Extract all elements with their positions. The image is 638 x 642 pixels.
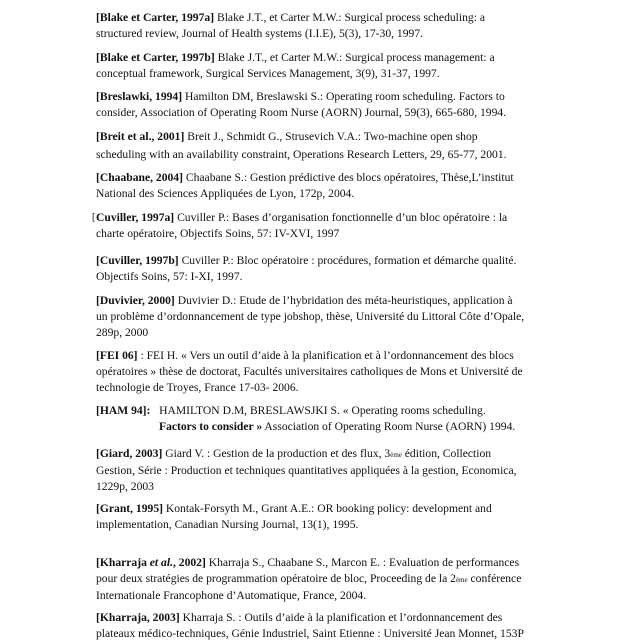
reference-kharraja-2003 <box>96 610 536 642</box>
reference-text: Factors to consider » <box>159 420 263 433</box>
reference-key: [Breit et al., 2001] <box>96 130 185 143</box>
reference-text: Kontak-Forsyth M., Grant A.E.: OR booking policy: development and <box>165 502 492 515</box>
reference-text: Gestion, Série : Production et techniques quantitatives appliquées à la gestion, Economica, <box>96 464 517 477</box>
reference-key-italic: et al. <box>149 556 173 569</box>
reference-cuviller-1997a <box>92 210 536 242</box>
reference-text: National des Sciences Appliquées de Lyon, 172p, 2004. <box>96 187 355 200</box>
reference-blake-carter-1997b <box>96 50 536 82</box>
reference-text: scheduling with an availability constraint, Operations Research Letters, 29, 65-77, 2001. <box>96 148 507 161</box>
reference-text: consider, Association of Operating Room Nurse (AORN) Journal, 59(3), 665-680, 1994. <box>96 106 507 119</box>
reference-text: technologie de Troyes, France 17-03- 2006. <box>96 381 299 394</box>
reference-grant-1995 <box>96 501 536 533</box>
reference-text: HAMILTON D.M, BRESLAWSJKI S. « Operating rooms scheduling. <box>159 404 486 417</box>
reference-fei-06 <box>96 348 536 396</box>
reference-text: conceptual framework, Surgical Services Management, 3(9), 31-37, 1997. <box>96 67 440 80</box>
reference-key: [Duvivier, 2000] <box>96 294 175 307</box>
reference-text: pour deux stratégies de programmation opératoire de bloc, Proceeding de la 2 <box>96 572 456 585</box>
reference-text: charte opératoire, Objectifs Soins, 57: IV-XVI, 1997 <box>96 227 340 240</box>
reference-key: [Giard, 2003] <box>96 447 163 460</box>
reference-text: un problème d’ordonnancement de type jobshop, thèse, Université du Littoral Côte d’Opale, <box>96 310 525 323</box>
reference-key: [HAM 94]: <box>96 404 151 417</box>
reference-text: Giard V. : Gestion de la production et des flux, 3 <box>165 447 391 460</box>
reference-key: [Kharraja, 2003] <box>96 611 180 624</box>
reference-breit-2001 <box>96 129 536 163</box>
reference-text: Objectifs Soins, 57: I-XI, 1997. <box>96 270 243 283</box>
reference-text: Chaabane S.: Gestion prédictive des blocs opératoires, Thèse,L’institut <box>185 171 514 184</box>
reference-text: opératoires » thèse de doctorat, Facultés universitaires catholiques de Mons et Université de <box>96 365 523 378</box>
reference-text: : FEI H. « Vers un outil d’aide à la planification et à l’ordonnancement des blocs <box>140 349 514 362</box>
reference-text: Hamilton DM, Breslawski S.: Operating room scheduling. Factors to <box>185 90 505 103</box>
reference-text: Kharraja S. : Outils d’aide à la planification et l’ordonnancement des <box>182 611 503 624</box>
reference-text: Cuviller P.: Bloc opératoire : procédures, formation et démarche qualité. <box>181 254 517 267</box>
reference-text: Blake J.T., et Carter M.W.: Surgical process scheduling: a <box>216 11 485 24</box>
reference-text: Duvivier D.: Etude de l’hybridation des méta-heuristiques, application à <box>177 294 513 307</box>
reference-key: [Chaabane, 2004] <box>96 171 183 184</box>
reference-duvivier-2000 <box>96 293 536 341</box>
reference-text: plateaux médico-techniques, Génie Industriel, Saint Etienne : Université Jean Monnet, 153P <box>96 627 524 640</box>
reference-text: Breit J., Schmidt G., Strusevich V.A.: Two-machine open shop <box>187 130 478 143</box>
reference-text: 289p, 2000 <box>96 326 149 339</box>
reference-key: [Grant, 1995] <box>96 502 163 515</box>
reference-key: Cuviller, 1997a] <box>96 211 175 224</box>
reference-cuviller-1997b <box>96 253 536 285</box>
reference-text: Internationale Francophone d’Automatique, France, 2004. <box>96 589 367 602</box>
reference-text: implementation, Canadian Nursing Journal, 13(1), 1995. <box>96 518 359 531</box>
reference-key: [Breslawki, 1994] <box>96 90 183 103</box>
reference-blake-carter-1997a <box>96 10 536 42</box>
reference-key: [FEI 06] <box>96 349 138 362</box>
reference-text: 1229p, 2003 <box>96 480 154 493</box>
reference-key: [Cuviller, 1997b] <box>96 254 179 267</box>
reference-text: conférence <box>467 572 522 585</box>
reference-chaabane-2004 <box>96 170 536 202</box>
reference-key <box>96 556 206 569</box>
reference-key-bracket: [ <box>92 212 96 223</box>
reference-text: structured review, Journal of Health systems (I.I.E), 5(3), 17-30, 1997. <box>96 27 424 40</box>
reference-text: Cuviller P.: Bases d’organisation fonctionnelle d’un bloc opératoire : la <box>177 211 508 224</box>
superscript: ème <box>390 451 402 459</box>
reference-text: Association of Operating Room Nurse (AORN) 1994. <box>264 420 516 433</box>
reference-text: Blake J.T., et Carter M.W.: Surgical process management: a <box>217 51 495 64</box>
reference-key: [Blake et Carter, 1997b] <box>96 51 215 64</box>
reference-kharraja-2002 <box>96 555 536 604</box>
reference-ham-94 <box>96 403 536 435</box>
reference-text: édition, Collection <box>401 447 492 460</box>
reference-key-part: [Kharraja <box>96 556 150 569</box>
reference-breslawki-1994 <box>96 89 536 121</box>
reference-giard-2003 <box>96 446 536 495</box>
reference-key-part: , 2002] <box>172 556 206 569</box>
superscript: ème <box>455 576 468 584</box>
reference-text: Kharraja S., Chaabane S., Marcon E. : Evaluation de performances <box>208 556 520 569</box>
reference-key: [Blake et Carter, 1997a] <box>96 11 215 24</box>
